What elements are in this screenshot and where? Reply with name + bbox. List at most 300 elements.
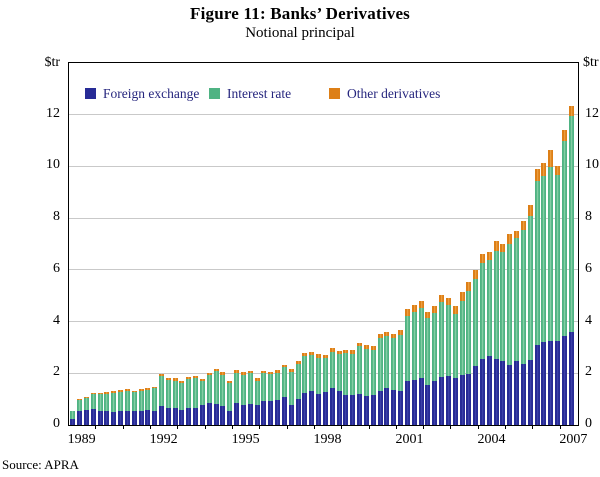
segment-foreign-exchange: [139, 411, 144, 425]
bar-1996Q1: [261, 371, 266, 425]
segment-interest-rate: [275, 373, 280, 401]
bar-2001Q4: [419, 301, 424, 425]
segment-foreign-exchange: [145, 410, 150, 426]
segment-interest-rate: [364, 349, 369, 397]
bar-2002Q2: [432, 306, 437, 425]
x-tick-1996: [259, 425, 260, 429]
segment-foreign-exchange: [248, 404, 253, 425]
x-tick-label-2004: 2004: [477, 432, 506, 447]
segment-foreign-exchange: [507, 365, 512, 425]
segment-interest-rate: [569, 116, 574, 332]
segment-foreign-exchange: [98, 411, 103, 425]
segment-foreign-exchange: [528, 360, 533, 425]
segment-other-derivatives: [480, 254, 485, 263]
source-note: Source: APRA: [2, 457, 79, 472]
y-tick-label-right-4: 4: [585, 312, 592, 328]
segment-interest-rate: [357, 346, 362, 394]
segment-interest-rate: [186, 379, 191, 409]
x-tick-1997: [287, 425, 288, 429]
segment-interest-rate: [159, 376, 164, 405]
segment-foreign-exchange: [384, 388, 389, 425]
segment-foreign-exchange: [364, 396, 369, 425]
segment-foreign-exchange: [357, 394, 362, 425]
segment-other-derivatives: [494, 241, 499, 251]
bar-1997Q2: [296, 361, 301, 425]
bar-2005Q4: [528, 205, 533, 425]
y-tick-label-left-6: 6: [53, 260, 60, 276]
bar-2000Q4: [391, 334, 396, 425]
y-tick-label-left-10: 10: [46, 157, 60, 173]
bar-2005Q1: [507, 234, 512, 425]
bar-1996Q3: [275, 370, 280, 425]
x-tick-2003: [450, 425, 451, 429]
segment-foreign-exchange: [302, 393, 307, 425]
segment-other-derivatives: [548, 150, 553, 167]
segment-foreign-exchange: [289, 405, 294, 425]
segment-interest-rate: [214, 371, 219, 404]
bar-1998Q3: [330, 348, 335, 425]
bar-2006Q3: [548, 150, 553, 425]
gridline-12: [69, 114, 578, 115]
segment-interest-rate: [507, 244, 512, 365]
bar-1998Q2: [323, 355, 328, 425]
bar-1989Q1: [70, 411, 75, 425]
segment-foreign-exchange: [316, 394, 321, 425]
x-tick-1991: [123, 425, 124, 429]
segment-foreign-exchange: [309, 391, 314, 425]
segment-interest-rate: [70, 411, 75, 418]
bar-1998Q4: [337, 351, 342, 425]
segment-foreign-exchange: [405, 381, 410, 425]
bar-1991Q3: [139, 389, 144, 425]
segment-foreign-exchange: [480, 359, 485, 425]
segment-interest-rate: [412, 312, 417, 380]
segment-interest-rate: [555, 175, 560, 340]
segment-interest-rate: [104, 394, 109, 411]
segment-foreign-exchange: [514, 361, 519, 425]
segment-interest-rate: [323, 358, 328, 392]
segment-interest-rate: [398, 335, 403, 391]
bar-1989Q4: [91, 393, 96, 425]
bar-1995Q2: [241, 372, 246, 425]
segment-interest-rate: [207, 375, 212, 403]
bar-2000Q3: [384, 332, 389, 425]
bar-1999Q3: [357, 343, 362, 425]
segment-foreign-exchange: [378, 391, 383, 425]
segment-interest-rate: [91, 394, 96, 409]
segment-interest-rate: [282, 367, 287, 397]
segment-interest-rate: [494, 251, 499, 359]
x-tick-1993: [177, 425, 178, 429]
x-tick-1994: [205, 425, 206, 429]
bar-2003Q3: [466, 282, 471, 425]
segment-interest-rate: [289, 372, 294, 405]
x-tick-label-1995: 1995: [231, 432, 260, 447]
bar-1995Q1: [234, 370, 239, 425]
legend-label: Other derivatives: [347, 86, 441, 101]
bar-1994Q4: [227, 381, 232, 425]
segment-foreign-exchange: [77, 411, 82, 425]
y-tick-label-right-6: 6: [585, 260, 592, 276]
segment-interest-rate: [343, 353, 348, 394]
segment-foreign-exchange: [343, 395, 348, 426]
segment-interest-rate: [200, 381, 205, 405]
segment-foreign-exchange: [261, 401, 266, 425]
segment-interest-rate: [521, 230, 526, 364]
x-tick-label-1989: 1989: [67, 432, 96, 447]
y-tick-label-left-2: 2: [53, 364, 60, 380]
bar-1990Q2: [104, 392, 109, 425]
segment-interest-rate: [466, 291, 471, 374]
figure-subtitle: Notional principal: [245, 25, 355, 41]
segment-interest-rate: [255, 381, 260, 406]
segment-foreign-exchange: [268, 401, 273, 425]
segment-interest-rate: [460, 301, 465, 374]
interest-rate-swatch-icon: [209, 88, 220, 99]
segment-interest-rate: [337, 354, 342, 391]
segment-foreign-exchange: [541, 342, 546, 425]
bar-1992Q3: [166, 378, 171, 425]
segment-other-derivatives: [487, 252, 492, 260]
bar-2002Q4: [446, 298, 451, 425]
bar-1996Q4: [282, 365, 287, 425]
segment-foreign-exchange: [439, 377, 444, 425]
y-axis-unit-right: $tr: [583, 55, 599, 70]
segment-interest-rate: [125, 391, 130, 411]
segment-interest-rate: [439, 302, 444, 377]
segment-other-derivatives: [446, 298, 451, 305]
segment-interest-rate: [118, 392, 123, 411]
plot-area: [68, 62, 579, 426]
bar-1997Q1: [289, 369, 294, 425]
legend-item-interest-rate: [209, 87, 291, 100]
legend: [69, 87, 578, 101]
bar-1994Q3: [220, 372, 225, 425]
figure-title: Figure 11: Banks’ Derivatives: [189, 4, 411, 23]
segment-foreign-exchange: [323, 392, 328, 425]
y-tick-label-left-8: 8: [53, 209, 60, 225]
segment-foreign-exchange: [152, 411, 157, 425]
segment-interest-rate: [330, 352, 335, 388]
bar-2004Q3: [494, 241, 499, 425]
segment-foreign-exchange: [159, 406, 164, 425]
gridline-10: [69, 166, 578, 167]
bar-2006Q2: [541, 163, 546, 425]
segment-foreign-exchange: [391, 390, 396, 425]
bar-1998Q1: [316, 354, 321, 425]
segment-other-derivatives: [562, 130, 567, 141]
segment-foreign-exchange: [398, 391, 403, 425]
segment-foreign-exchange: [412, 380, 417, 426]
bar-1989Q3: [84, 397, 89, 425]
y-tick-label-right-10: 10: [585, 157, 599, 173]
segment-foreign-exchange: [234, 403, 239, 425]
segment-interest-rate: [425, 318, 430, 385]
segment-interest-rate: [391, 338, 396, 390]
segment-interest-rate: [309, 355, 314, 391]
x-tick-label-1992: 1992: [149, 432, 178, 447]
segment-foreign-exchange: [91, 409, 96, 425]
segment-other-derivatives: [555, 166, 560, 175]
segment-other-derivatives: [507, 234, 512, 244]
bar-1999Q4: [364, 345, 369, 425]
bar-1991Q4: [145, 388, 150, 425]
segment-foreign-exchange: [521, 364, 526, 425]
bar-1991Q1: [125, 389, 130, 425]
bar-1999Q2: [350, 350, 355, 425]
segment-foreign-exchange: [207, 403, 212, 425]
segment-other-derivatives: [460, 292, 465, 302]
x-tick-2002: [423, 425, 424, 429]
other-derivatives-swatch-icon: [329, 88, 340, 99]
segment-foreign-exchange: [193, 408, 198, 425]
segment-other-derivatives: [541, 163, 546, 176]
segment-other-derivatives: [521, 221, 526, 230]
bar-2003Q1: [453, 306, 458, 425]
segment-foreign-exchange: [432, 381, 437, 425]
segment-foreign-exchange: [548, 341, 553, 425]
y-axis-unit-left: $tr: [44, 55, 60, 70]
bar-2001Q1: [398, 330, 403, 425]
segment-interest-rate: [77, 400, 82, 410]
legend-label: Foreign exchange: [103, 86, 200, 101]
bar-2006Q4: [555, 166, 560, 425]
x-tick-1999: [341, 425, 342, 429]
y-tick-label-left-0: 0: [53, 416, 60, 431]
bar-1991Q2: [132, 391, 137, 425]
segment-foreign-exchange: [330, 388, 335, 425]
x-tick-2001: [396, 425, 397, 429]
segment-foreign-exchange: [118, 411, 123, 425]
segment-interest-rate: [248, 373, 253, 404]
segment-interest-rate: [84, 398, 89, 410]
segment-other-derivatives: [419, 301, 424, 308]
segment-interest-rate: [220, 375, 225, 407]
x-tick-1992: [150, 425, 151, 429]
bar-1992Q2: [159, 374, 164, 425]
segment-interest-rate: [350, 354, 355, 395]
bar-2000Q2: [378, 334, 383, 425]
segment-interest-rate: [487, 260, 492, 356]
segment-foreign-exchange: [166, 408, 171, 425]
segment-foreign-exchange: [569, 332, 574, 425]
segment-interest-rate: [500, 252, 505, 361]
x-tick-2005: [505, 425, 506, 429]
segment-foreign-exchange: [535, 345, 540, 425]
segment-interest-rate: [227, 383, 232, 411]
segment-interest-rate: [548, 167, 553, 342]
segment-interest-rate: [241, 375, 246, 405]
segment-interest-rate: [193, 378, 198, 408]
segment-other-derivatives: [439, 295, 444, 302]
segment-other-derivatives: [473, 270, 478, 279]
bar-1996Q2: [268, 372, 273, 425]
segment-interest-rate: [514, 238, 519, 361]
bar-1997Q3: [302, 353, 307, 425]
bar-1990Q1: [98, 393, 103, 425]
segment-interest-rate: [166, 380, 171, 408]
segment-foreign-exchange: [275, 400, 280, 425]
segment-foreign-exchange: [466, 374, 471, 425]
segment-interest-rate: [145, 390, 150, 410]
segment-foreign-exchange: [487, 356, 492, 425]
segment-other-derivatives: [466, 282, 471, 291]
segment-interest-rate: [419, 308, 424, 378]
segment-foreign-exchange: [500, 361, 505, 425]
y-tick-label-right-12: 12: [585, 105, 599, 121]
bar-1992Q4: [173, 378, 178, 425]
segment-foreign-exchange: [125, 411, 130, 425]
bar-1993Q4: [200, 379, 205, 425]
segment-foreign-exchange: [132, 411, 137, 425]
segment-foreign-exchange: [446, 376, 451, 425]
segment-foreign-exchange: [494, 359, 499, 425]
y-tick-label-right-2: 2: [585, 364, 592, 380]
bar-2003Q4: [473, 270, 478, 425]
bar-2001Q2: [405, 309, 410, 425]
segment-other-derivatives: [569, 106, 574, 116]
x-tick-label-2001: 2001: [395, 432, 424, 447]
x-tick-2007: [560, 425, 561, 429]
segment-foreign-exchange: [453, 378, 458, 425]
segment-foreign-exchange: [460, 375, 465, 425]
x-tick-label-2007: 2007: [559, 432, 588, 447]
segment-interest-rate: [384, 336, 389, 388]
segment-interest-rate: [316, 358, 321, 394]
segment-foreign-exchange: [555, 341, 560, 425]
segment-foreign-exchange: [104, 411, 109, 425]
segment-foreign-exchange: [220, 406, 225, 425]
x-tick-2000: [369, 425, 370, 429]
segment-foreign-exchange: [425, 385, 430, 425]
segment-other-derivatives: [514, 231, 519, 238]
segment-interest-rate: [268, 374, 273, 401]
segment-interest-rate: [432, 313, 437, 382]
bar-1990Q4: [118, 390, 123, 425]
segment-foreign-exchange: [200, 405, 205, 425]
bar-2005Q2: [514, 231, 519, 425]
segment-foreign-exchange: [84, 410, 89, 426]
segment-interest-rate: [541, 176, 546, 343]
bar-1994Q2: [214, 369, 219, 425]
segment-interest-rate: [261, 373, 266, 400]
segment-interest-rate: [473, 279, 478, 366]
segment-foreign-exchange: [214, 404, 219, 425]
bar-2007Q2: [569, 106, 574, 425]
segment-interest-rate: [139, 391, 144, 411]
bar-2004Q2: [487, 252, 492, 425]
segment-interest-rate: [371, 350, 376, 395]
segment-interest-rate: [562, 141, 567, 336]
segment-interest-rate: [179, 383, 184, 410]
segment-foreign-exchange: [186, 408, 191, 425]
segment-interest-rate: [132, 392, 137, 411]
x-tick-2006: [532, 425, 533, 429]
segment-foreign-exchange: [296, 399, 301, 425]
segment-foreign-exchange: [350, 395, 355, 426]
bar-1999Q1: [343, 350, 348, 425]
bar-2003Q2: [460, 292, 465, 425]
x-tick-1995: [232, 425, 233, 429]
segment-other-derivatives: [453, 306, 458, 314]
segment-foreign-exchange: [111, 412, 116, 425]
bar-2000Q1: [371, 346, 376, 425]
bar-1995Q4: [255, 378, 260, 425]
legend-label: Interest rate: [227, 86, 292, 101]
segment-foreign-exchange: [562, 336, 567, 425]
legend-item-other-derivatives: [329, 87, 440, 100]
segment-foreign-exchange: [255, 405, 260, 425]
segment-interest-rate: [453, 314, 458, 378]
x-tick-2004: [478, 425, 479, 429]
foreign-exchange-swatch-icon: [85, 88, 96, 99]
segment-other-derivatives: [500, 244, 505, 252]
segment-interest-rate: [535, 181, 540, 345]
bar-2004Q1: [480, 254, 485, 425]
y-tick-label-left-12: 12: [46, 105, 60, 121]
segment-interest-rate: [528, 216, 533, 360]
segment-foreign-exchange: [419, 378, 424, 425]
segment-other-derivatives: [528, 205, 533, 216]
segment-foreign-exchange: [179, 410, 184, 426]
bar-2002Q3: [439, 295, 444, 425]
segment-other-derivatives: [535, 169, 540, 181]
bar-1993Q3: [193, 376, 198, 425]
x-tick-label-1998: 1998: [313, 432, 342, 447]
legend-item-foreign-exchange: [85, 87, 199, 100]
segment-foreign-exchange: [371, 395, 376, 426]
segment-interest-rate: [302, 356, 307, 393]
bar-1995Q3: [248, 371, 253, 425]
segment-interest-rate: [234, 373, 239, 403]
segment-interest-rate: [296, 364, 301, 398]
y-tick-label-left-4: 4: [53, 312, 60, 328]
x-tick-1990: [95, 425, 96, 429]
bar-2007Q1: [562, 130, 567, 425]
bar-2005Q3: [521, 221, 526, 425]
bar-1993Q1: [179, 381, 184, 425]
gridline-8: [69, 218, 578, 219]
bar-1997Q4: [309, 352, 314, 425]
segment-foreign-exchange: [473, 366, 478, 425]
bar-2004Q4: [500, 244, 505, 425]
y-tick-label-right-8: 8: [585, 209, 592, 225]
bar-2001Q3: [412, 305, 417, 425]
bar-1994Q1: [207, 373, 212, 425]
segment-interest-rate: [405, 316, 410, 381]
y-tick-label-right-0: 0: [585, 416, 592, 431]
segment-foreign-exchange: [173, 408, 178, 425]
bar-1992Q1: [152, 387, 157, 426]
bar-2002Q1: [425, 312, 430, 425]
bar-2006Q1: [535, 169, 540, 425]
segment-interest-rate: [173, 381, 178, 409]
segment-foreign-exchange: [337, 391, 342, 425]
segment-foreign-exchange: [282, 397, 287, 425]
segment-other-derivatives: [412, 305, 417, 312]
segment-foreign-exchange: [70, 419, 75, 425]
segment-interest-rate: [111, 393, 116, 412]
segment-interest-rate: [480, 263, 485, 359]
segment-foreign-exchange: [241, 405, 246, 425]
segment-interest-rate: [378, 338, 383, 391]
bar-1993Q2: [186, 377, 191, 425]
segment-interest-rate: [98, 394, 103, 411]
segment-interest-rate: [446, 305, 451, 377]
segment-foreign-exchange: [227, 411, 232, 425]
segment-interest-rate: [152, 388, 157, 410]
x-tick-1998: [314, 425, 315, 429]
